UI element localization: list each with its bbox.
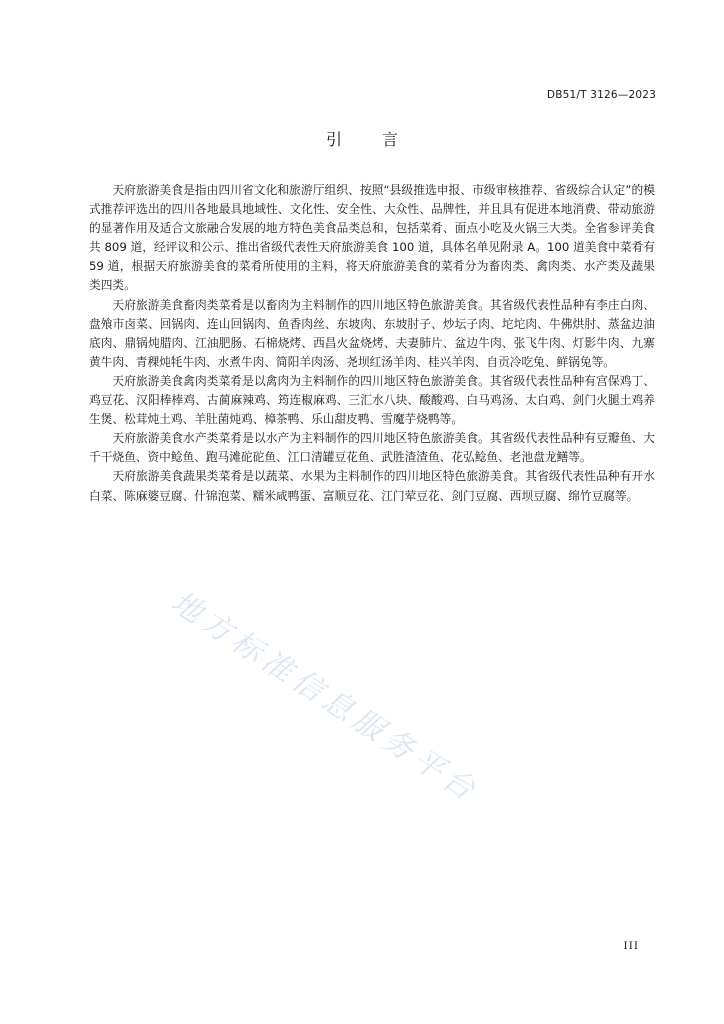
document-code: DB51/T 3126—2023 (546, 89, 656, 101)
title-char-2: 言 (382, 130, 399, 149)
page-number: III (623, 940, 639, 952)
title-char-1: 引 (325, 130, 342, 149)
paragraph-livestock-meat: 天府旅游美食畜肉类菜肴是以畜肉为主料制作的四川地区特色旅游美食。其省级代表性品种有李庄白肉、盘飧市卤菜、回锅肉、连山回锅肉、鱼香肉丝、东坡肉、东坡肘子、炒坛子肉、坨坨肉、牛佛烘肘、蒸盆边油底肉、鼎锅炖腊肉、江油肥肠、石棉烧烤、西昌火盆烧烤、夫妻肺片、盆边牛肉、张飞牛肉、灯影牛肉、九寨黄牛肉、青稞炖牦牛肉、水煮牛肉、简阳羊肉汤、尧坝红汤羊肉、桂兴羊肉、自贡冷吃兔、鲜锅兔等。 (89, 297, 655, 369)
paragraph-aquatic: 天府旅游美食水产类菜肴是以水产为主料制作的四川地区特色旅游美食。其省级代表性品种有豆瓣鱼、大千干烧鱼、资中鲶鱼、跑马滩砣砣鱼、江口清罐豆花鱼、武胜渣渣鱼、花弘鲶鱼、老池盘龙鳝等。 (89, 431, 655, 465)
paragraph-poultry: 天府旅游美食禽肉类菜肴是以禽肉为主料制作的四川地区特色旅游美食。其省级代表性品种有宫保鸡丁、鸡豆花、汉阳棒棒鸡、古蔺麻辣鸡、筠连椒麻鸡、三汇水八块、酸酸鸡、白马鸡汤、太白鸡、剑门火腿土鸡养生煲、松茸炖土鸡、羊肚菌炖鸡、樟茶鸭、乐山甜皮鸭、雪魔芋烧鸭等。 (89, 373, 655, 427)
section-title (0, 127, 724, 150)
watermark: 地方标准信息服务平台 (164, 584, 486, 811)
paragraph-vegetable-fruit: 天府旅游美食蔬果类菜肴是以蔬菜、水果为主料制作的四川地区特色旅游美食。其省级代表性品种有开水白菜、陈麻婆豆腐、什锦泡菜、糯米咸鸭蛋、富顺豆花、江门荤豆花、剑门豆腐、西坝豆腐、绵竹豆腐等。 (89, 469, 655, 503)
paragraph-overview: 天府旅游美食是指由四川省文化和旅游厅组织、按照“县级推选申报、市级审核推荐、省级综合认定”的模式推荐评选出的四川各地最具地域性、文化性、安全性、大众性、品牌性，并且具有促进本地消费、带动旅游的显著作用及适合文旅融合发展的地方特色美食品类总和，包括菜肴、面点小吃及火锅三大类。全省参评美食共 809 道，经评议和公示、推出省级代表性天府旅游美食 100 道，具体名单见附录 A。100 道美食中菜肴有 59 道，根据天府旅游美食的菜肴所使用的主料，将天府旅游美食的菜肴分为畜肉类、禽肉类、水产类及蔬果类四类。 (89, 183, 655, 293)
introduction-body (89, 181, 655, 506)
